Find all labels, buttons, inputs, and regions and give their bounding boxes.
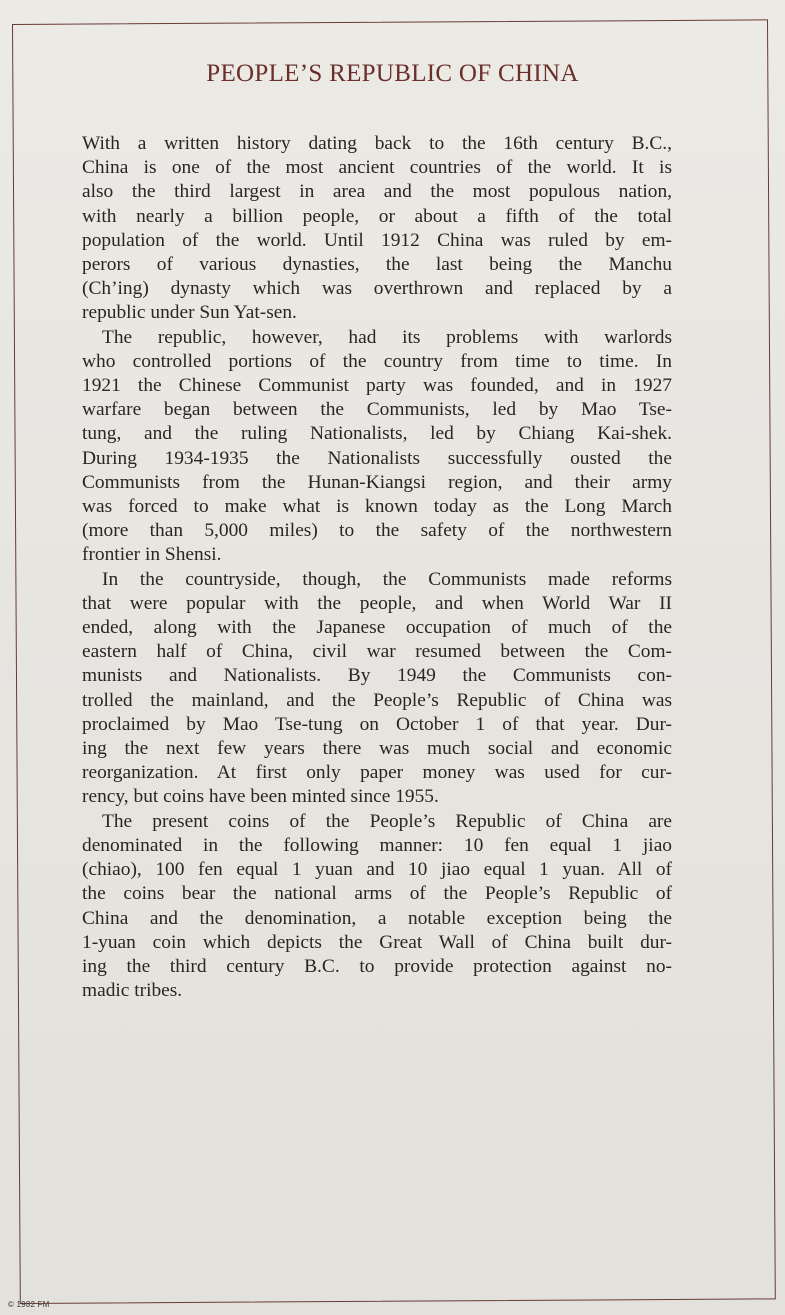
text-line: population of the world. Until 1912 China was ruled by em- bbox=[82, 229, 672, 251]
paragraph-4 bbox=[82, 810, 672, 1004]
text-line: Communists from the Hunan-Kiangsi region, and their army bbox=[82, 471, 672, 493]
text-line: rency, but coins have been minted since 1955. bbox=[82, 786, 439, 808]
text-line: trolled the mainland, and the People’s Republic of China was bbox=[82, 689, 672, 711]
text-line: ing the third century B.C. to provide protection against no- bbox=[82, 955, 672, 977]
text-line: (Ch’ing) dynasty which was overthrown and replaced by a bbox=[82, 278, 672, 300]
text-line: that were popular with the people, and when World War II bbox=[82, 592, 672, 614]
text-line: frontier in Shensi. bbox=[82, 544, 222, 566]
text-line: ended, along with the Japanese occupation of much of the bbox=[82, 617, 672, 639]
copyright-notice: © 1982 FM bbox=[8, 1300, 50, 1309]
text-line: In the countryside, though, the Communists made reforms bbox=[102, 568, 672, 590]
page-title: PEOPLE’S REPUBLIC OF CHINA bbox=[206, 60, 579, 87]
paragraph-3 bbox=[82, 568, 672, 810]
text-line: The present coins of the People’s Republic of China are bbox=[102, 810, 672, 832]
text-line: with nearly a billion people, or about a fifth of the total bbox=[82, 205, 672, 227]
text-line: tung, and the ruling Nationalists, led by Chiang Kai-shek. bbox=[82, 423, 672, 445]
text-line: who controlled portions of the country from time to time. In bbox=[82, 350, 672, 372]
text-line: perors of various dynasties, the last being the Manchu bbox=[82, 254, 672, 276]
article-body bbox=[82, 132, 672, 1003]
text-line: madic tribes. bbox=[82, 980, 183, 1002]
text-line: 1921 the Chinese Communist party was founded, and in 1927 bbox=[82, 375, 672, 397]
text-line: was forced to make what is known today as the Long March bbox=[82, 496, 672, 518]
text-line: munists and Nationalists. By 1949 the Communists con- bbox=[82, 665, 672, 687]
text-line: the coins bear the national arms of the People’s Republic of bbox=[82, 883, 672, 905]
paragraph-1 bbox=[82, 132, 672, 326]
text-line: 1-yuan coin which depicts the Great Wall of China built dur- bbox=[82, 931, 672, 953]
text-line: The republic, however, had its problems with warlords bbox=[102, 326, 672, 348]
text-line: (more than 5,000 miles) to the safety of the northwestern bbox=[82, 520, 672, 542]
text-line: also the third largest in area and the most populous nation, bbox=[82, 181, 672, 203]
text-line: (chiao), 100 fen equal 1 yuan and 10 jiao equal 1 yuan. All of bbox=[82, 859, 672, 881]
text-line: reorganization. At first only paper money was used for cur- bbox=[82, 762, 672, 784]
text-line: denominated in the following manner: 10 fen equal 1 jiao bbox=[82, 834, 672, 856]
text-line: China and the denomination, a notable exception being the bbox=[82, 907, 672, 929]
text-line: proclaimed by Mao Tse-tung on October 1 of that year. Dur- bbox=[82, 713, 672, 735]
text-line: During 1934-1935 the Nationalists successfully ousted the bbox=[82, 447, 672, 469]
text-line: With a written history dating back to the 16th century B.C., bbox=[82, 133, 672, 154]
text-line: warfare began between the Communists, led by Mao Tse- bbox=[82, 399, 672, 421]
text-line: republic under Sun Yat-sen. bbox=[82, 302, 297, 324]
text-line: China is one of the most ancient countries of the world. It is bbox=[82, 157, 672, 179]
paragraph-2 bbox=[82, 326, 672, 568]
text-line: eastern half of China, civil war resumed between the Com- bbox=[82, 641, 672, 663]
text-line: ing the next few years there was much social and economic bbox=[82, 738, 672, 760]
